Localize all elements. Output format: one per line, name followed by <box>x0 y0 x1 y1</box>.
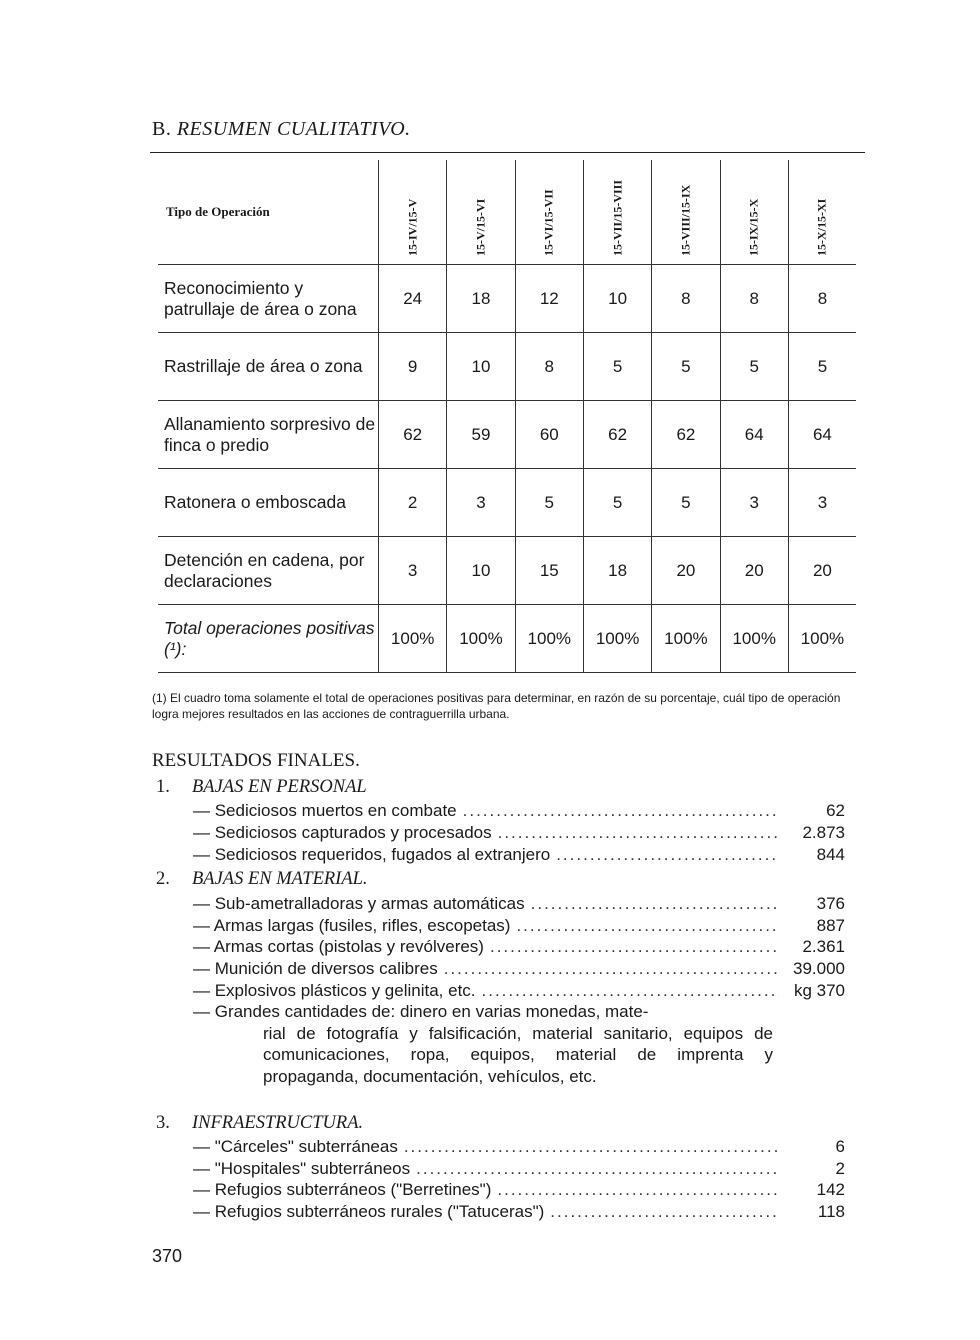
title-rule <box>150 152 865 153</box>
list-item: — "Hospitales" subterráneos ..... 2 <box>193 1158 845 1180</box>
cell: 20 <box>652 537 720 605</box>
cell: 10 <box>447 537 515 605</box>
list-item: — Munición de diversos calibres ..... 39.000 <box>193 958 845 980</box>
cell: 8 <box>515 333 583 401</box>
footnote: (1) El cuadro toma solamente el total de operaciones positivas para determinar, en razón de su porcentaje, cuál tipo de operación logra mejores resultados en las acciones de contraguerrilla urbana. <box>152 691 841 721</box>
group-heading: 2. BAJAS EN MATERIAL. <box>156 869 368 889</box>
long-item-continuation: rial de fotografía y falsificación, material sanitario, equipos de comunicaciones, ropa, equipos, material de imprenta y propaganda, documentación, vehículos, etc. <box>263 1023 773 1086</box>
table-total-row <box>158 605 856 673</box>
column-header: 15-VIII/15-IX <box>652 160 720 265</box>
list-item: — Armas largas (fusiles, rifles, escopetas) ..... 887 <box>193 915 845 937</box>
table-row <box>158 401 856 469</box>
group-heading: 3. INFRAESTRUCTURA. <box>156 1113 364 1133</box>
cell: 15 <box>515 537 583 605</box>
list-item: — Armas cortas (pistolas y revólveres) ..... 2.361 <box>193 936 845 958</box>
cell: 62 <box>379 401 447 469</box>
section-letter: B. <box>152 118 172 140</box>
row-label: Rastrillaje de área o zona <box>158 333 379 401</box>
cell: 2 <box>379 469 447 537</box>
list-item: — Sub-ametralladoras y armas automáticas ..... 376 <box>193 893 845 915</box>
list-item: — Sediciosos capturados y procesados ..... 2.873 <box>193 822 845 844</box>
cell: 20 <box>720 537 788 605</box>
list-item: — Refugios subterráneos ("Berretines") ..... 142 <box>193 1179 845 1201</box>
results-title: RESULTADOS FINALES. <box>152 750 360 771</box>
cell: 100% <box>720 605 788 673</box>
cell: 3 <box>720 469 788 537</box>
long-item-first-line: — Grandes cantidades de: dinero en varias monedas, mate- <box>193 1002 649 1021</box>
cell: 5 <box>652 469 720 537</box>
column-header: 15-V/15-VI <box>447 160 515 265</box>
list-item: — Explosivos plásticos y gelinita, etc. ..... kg 370 <box>193 980 845 1002</box>
row-label: Allanamiento sorpresivo de finca o predio <box>158 401 379 469</box>
cell: 100% <box>583 605 651 673</box>
column-header: 15-X/15-XI <box>788 160 856 265</box>
cell: 59 <box>447 401 515 469</box>
cell: 62 <box>652 401 720 469</box>
cell: 8 <box>788 265 856 333</box>
cell: 5 <box>515 469 583 537</box>
cell: 100% <box>515 605 583 673</box>
cell: 5 <box>720 333 788 401</box>
cell: 12 <box>515 265 583 333</box>
cell: 5 <box>583 333 651 401</box>
cell: 8 <box>720 265 788 333</box>
cell: 100% <box>652 605 720 673</box>
table-header-label: Tipo de Operación <box>166 204 270 219</box>
cell: 20 <box>788 537 856 605</box>
column-header: 15-VI/15-VII <box>515 160 583 265</box>
cell: 5 <box>788 333 856 401</box>
list-item-long <box>193 1001 773 1087</box>
page-number: 370 <box>152 1246 183 1266</box>
cell: 64 <box>788 401 856 469</box>
row-label: Detención en cadena, por declaraciones <box>158 537 379 605</box>
row-label: Ratonera o emboscada <box>158 469 379 537</box>
group-heading: 1. BAJAS EN PERSONAL <box>156 777 367 797</box>
cell: 60 <box>515 401 583 469</box>
cell: 18 <box>447 265 515 333</box>
cell: 10 <box>447 333 515 401</box>
list-item: — Refugios subterráneos rurales ("Tatuceras") ..... 118 <box>193 1201 845 1223</box>
column-header: 15-IV/15-V <box>379 160 447 265</box>
table-row <box>158 333 856 401</box>
section-title <box>152 118 411 141</box>
cell: 3 <box>447 469 515 537</box>
cell: 64 <box>720 401 788 469</box>
row-label: Total operaciones positivas (¹): <box>158 605 379 673</box>
table-row <box>158 265 856 333</box>
column-header: 15-VII/15-VIII <box>583 160 651 265</box>
cell: 9 <box>379 333 447 401</box>
cell: 100% <box>379 605 447 673</box>
column-header: 15-IX/15-X <box>720 160 788 265</box>
list-item: — Sediciosos muertos en combate ..... 62 <box>193 800 845 822</box>
table-row <box>158 469 856 537</box>
cell: 10 <box>583 265 651 333</box>
cell: 100% <box>447 605 515 673</box>
cell: 62 <box>583 401 651 469</box>
row-label: Reconocimiento y patrullaje de área o zona <box>158 265 379 333</box>
list-item: — "Cárceles" subterráneas ..... 6 <box>193 1136 845 1158</box>
cell: 24 <box>379 265 447 333</box>
cell: 3 <box>788 469 856 537</box>
cell: 3 <box>379 537 447 605</box>
list-item: — Sediciosos requeridos, fugados al extranjero ..... 844 <box>193 844 845 866</box>
cell: 5 <box>583 469 651 537</box>
operations-table <box>158 160 856 673</box>
section-title-text: RESUMEN CUALITATIVO. <box>176 118 411 140</box>
cell: 100% <box>788 605 856 673</box>
table-row <box>158 537 856 605</box>
cell: 8 <box>652 265 720 333</box>
cell: 5 <box>652 333 720 401</box>
table-header-row <box>158 160 856 265</box>
cell: 18 <box>583 537 651 605</box>
